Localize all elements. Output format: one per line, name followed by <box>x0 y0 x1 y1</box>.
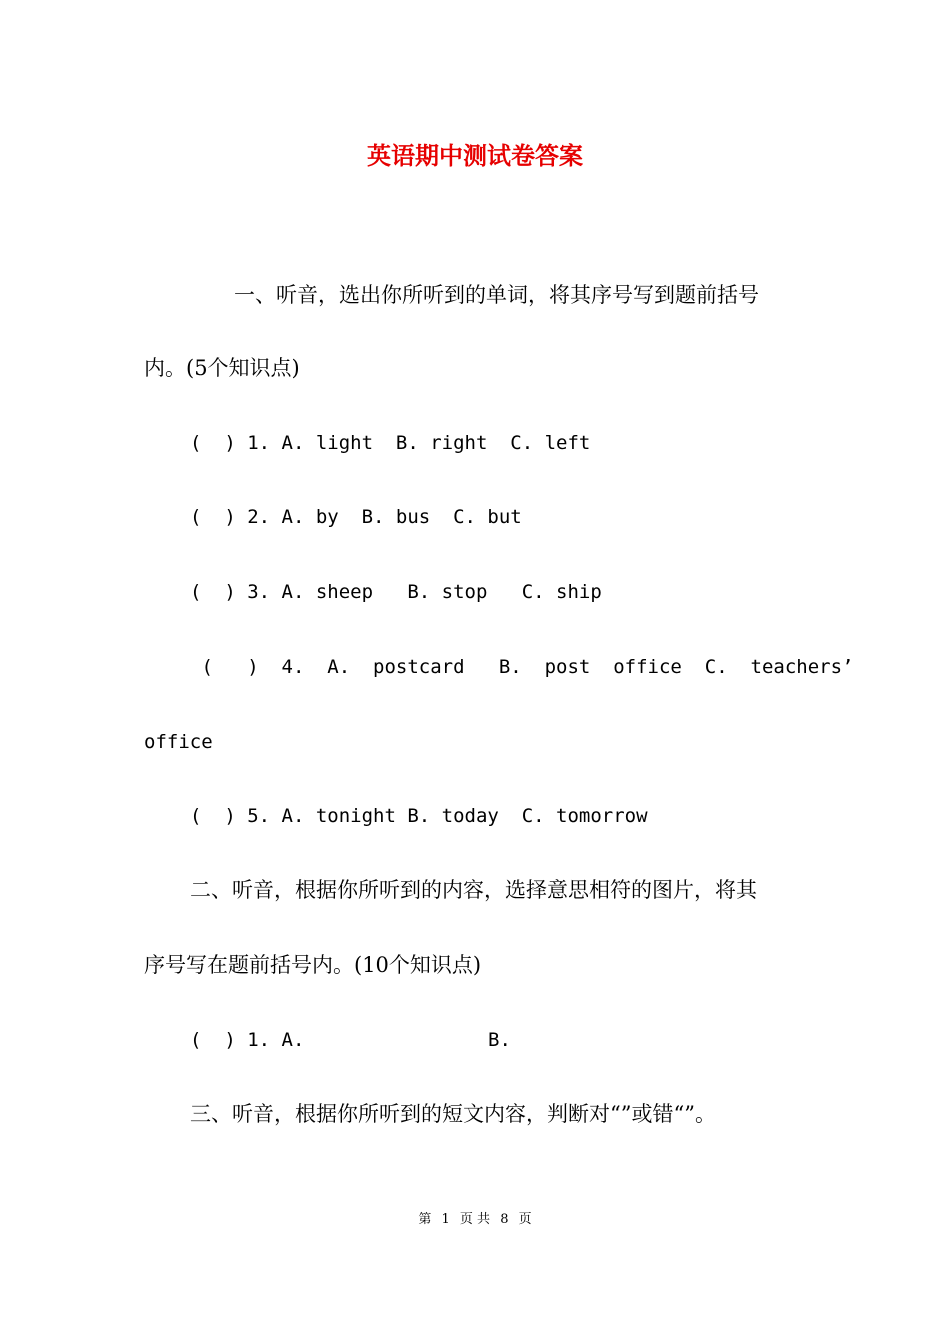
footer-prefix: 第 <box>418 1212 432 1227</box>
section2-heading-line2: 序号写在题前括号内。(10个知识点) <box>144 953 482 977</box>
section3-heading: 三、听音，根据你所听到的短文内容，判断对“”或错“”。 <box>190 1102 716 1126</box>
section1-heading-line1: 一、听音，选出你所听到的单词，将其序号写到题前括号 <box>234 283 759 307</box>
footer-page-number: 1 <box>441 1212 450 1227</box>
question-1-4-continued: office <box>144 731 213 753</box>
question-2-1: ( ) 1. A. <box>190 1029 305 1051</box>
question-2-1-option-b: B. <box>488 1029 511 1051</box>
question-1-2: ( ) 2. A. by B. bus C. but <box>190 506 522 528</box>
section2-heading-line1: 二、听音，根据你所听到的内容，选择意思相符的图片，将其 <box>190 878 757 902</box>
section1-heading-line2: 内。(5个知识点) <box>144 356 300 380</box>
footer-suffix: 页 <box>518 1212 532 1227</box>
question-1-1: ( ) 1. A. light B. right C. left <box>190 432 591 454</box>
page-footer <box>0 1208 950 1227</box>
question-1-5: ( ) 5. A. tonight B. today C. tomorrow <box>190 805 648 827</box>
footer-mid: 页 共 <box>459 1212 491 1227</box>
question-1-3: ( ) 3. A. sheep B. stop C. ship <box>190 581 602 603</box>
footer-total-pages: 8 <box>500 1212 509 1227</box>
document-title: 英语期中测试卷答案 <box>367 141 583 170</box>
question-1-4: ( ) 4. A. postcard B. post office C. teachers’ <box>190 656 854 678</box>
